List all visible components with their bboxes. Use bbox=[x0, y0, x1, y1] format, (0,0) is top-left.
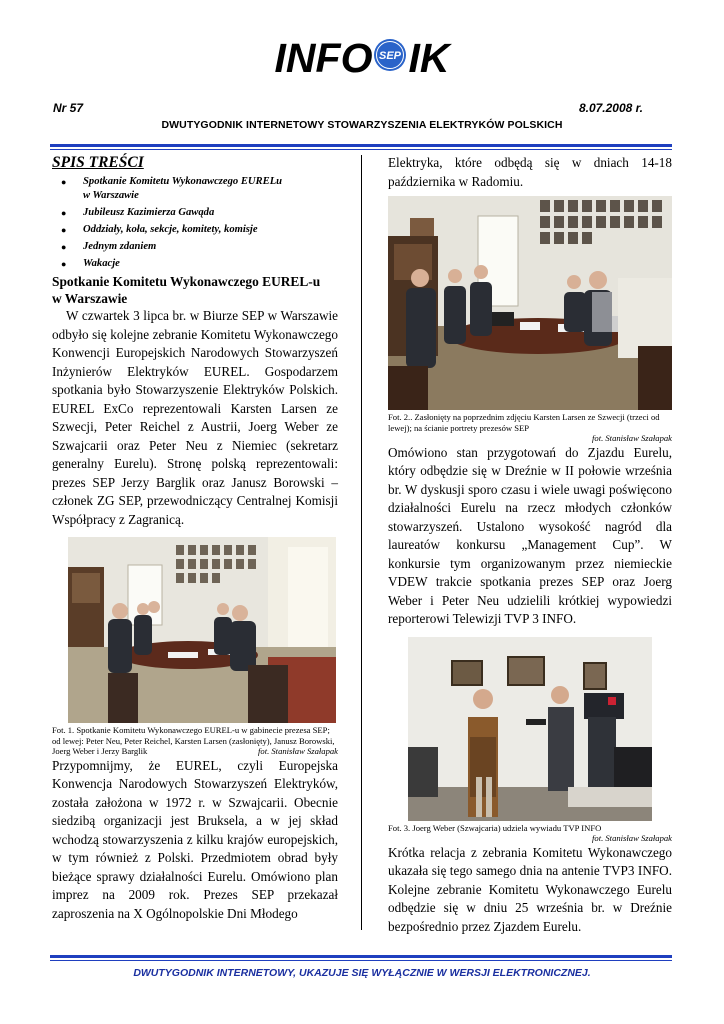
infosep-logo bbox=[274, 35, 450, 81]
toc-item-label: Jubileusz Kazimierza Gawąda bbox=[83, 207, 215, 218]
logo-text-left: INFO bbox=[274, 35, 373, 81]
article-title bbox=[52, 274, 338, 307]
svg-text:SEP: SEP bbox=[379, 49, 402, 62]
photo2-caption-text: Fot. 2.. Zasłonięty na poprzednim zdjęciu Karsten Larsen ze Szwecji (trzeci od lewej); na ścianie portrety prezesów SEP bbox=[388, 412, 660, 433]
photo1-caption bbox=[52, 725, 338, 757]
photo-meeting-2 bbox=[388, 196, 672, 410]
photo2-caption bbox=[388, 412, 672, 444]
photo1-credit: fot. Stanisław Szałapak bbox=[258, 746, 338, 756]
photo3-caption bbox=[388, 823, 672, 844]
photo-interview bbox=[408, 637, 652, 821]
toc-title: SPIS TREŚCI bbox=[52, 154, 144, 171]
left-column bbox=[52, 153, 338, 923]
masthead bbox=[0, 35, 724, 81]
toc-item[interactable] bbox=[61, 206, 338, 220]
article-paragraph: Krótka relacja z zebrania Komitetu Wykonawczego ukazała się tego samego dnia na antenie TVP3 INFO. Kolejne zebranie Komitetu Wykonawczego Eurelu odbędzie się w dniu 25 września br. w Dreźnie bezpośrednio przez Zjazdem Eurelu. bbox=[388, 844, 672, 934]
footer-note: DWUTYGODNIK INTERNETOWY, UKAZUJE SIĘ WYŁĄCZNIE W WERSJI ELEKTRONICZNEJ. bbox=[133, 967, 591, 979]
photo1-caption-text: Fot. 1. Spotkanie Komitetu Wykonawczego EUREL-u w gabinecie prezesa SEP; od lewej: Peter Neu, Peter Reichel, Karsten Larsen (zasłonięty), Janusz Borowski, Joerg Weber i Jerzy Barglik bbox=[52, 725, 335, 756]
article-paragraph-continued: Elektryka, które odbędą się w dniach 14-18 października w Radomiu. bbox=[388, 155, 672, 189]
toc-item[interactable] bbox=[61, 223, 338, 237]
article-paragraph: W czwartek 3 lipca br. w Biurze SEP w Warszawie odbyło się kolejne zebranie Komitetu Wykonawczego Konwencji Europejskich Narodowych Stowarzyszeń Inżynierów Elektryków EUREL. Gospodarzem spotkania było Stowarzyszenie Elektryków Polskich. EUREL ExCo reprezentowali Karsten Larsen ze Szwecji, Peter Reichel z Austrii, Joerg Weber ze Szwajcarii oraz Peter Neu z Niemiec (sekretarz generalny Eurelu). Stronę polską reprezentowali: prezes SEP Jerzy Barglik oraz Janusz Borowski – członek ZG SEP, przewodniczący Centralnej Komisji Współpracy z Zagranicą. bbox=[52, 308, 338, 527]
toc-item-label: Wakacje bbox=[83, 258, 120, 269]
article-title-line2: w Warszawie bbox=[52, 290, 128, 306]
logo-text-right: IK bbox=[408, 35, 450, 81]
publication-subtitle: DWUTYGODNIK INTERNETOWY STOWARZYSZENIA ELEKTRYKÓW POLSKICH bbox=[161, 119, 563, 131]
toc-item[interactable] bbox=[61, 257, 338, 271]
photo3-caption-text: Fot. 3. Joerg Weber (Szwajcaria) udziela wywiadu TVP INFO bbox=[388, 822, 602, 833]
header-rule-thin bbox=[50, 149, 672, 150]
issue-number: Nr 57 bbox=[53, 101, 84, 115]
article-paragraph: Omówiono stan przygotowań do Zjazdu Eurelu, który odbędzie się w Dreźnie w II połowie września br. W dyskusji sporo czasu i wiele uwagi poświęcono działalności Eurelu na rzecz młodych członków stowarzyszeń. Ustalono wysokość nagród dla laureatów konkursu „Management Cup”. W konkursie tym organizowanym przez niemieckie VDEW trakcie spotkania prezes SEP oraz Joerg Weber i Peter Neu udzielili krótkiej wypowiedzi reporterowi Telewizji TVP 3 INFO. bbox=[388, 444, 672, 626]
article-title-line1: Spotkanie Komitetu Wykonawczego EUREL-u bbox=[52, 274, 321, 289]
footer-rule-thin bbox=[50, 960, 672, 961]
toc-list bbox=[61, 175, 338, 271]
footer-rule bbox=[50, 955, 672, 958]
header-rule bbox=[50, 144, 672, 147]
issue-date: 8.07.2008 r. bbox=[578, 101, 643, 115]
toc-item-label-cont: w Warszawie bbox=[83, 190, 139, 201]
photo2-credit: fot. Stanisław Szałapak bbox=[592, 433, 672, 443]
toc-item-label: Oddziały, koła, sekcje, komitety, komisje bbox=[83, 224, 258, 235]
sep-seal-icon bbox=[373, 38, 407, 72]
meeting-photo-2-image bbox=[388, 196, 672, 410]
toc-item[interactable] bbox=[61, 240, 338, 254]
right-column bbox=[388, 154, 672, 936]
article-paragraph: Przypomnijmy, że EUREL, czyli Europejska Konwencja Narodowych Stowarzyszeń Elektryków, została założona w 1972 r. w Szwajcarii. Obecnie siedzibą organizacji jest Bruksela, a w jej skład wchodzą stowarzyszenia z kilku krajów europejskich, w tym również z Polski. Przedmiotem obrad były bieżące sprawy działalności Eurelu. Omówiono plan imprez na 2009 rok. Prezes SEP przekazał zaproszenia na X Ogólnopolskie Dni Młodego bbox=[52, 757, 338, 921]
photo-meeting-1 bbox=[68, 537, 336, 723]
photo3-credit: fot. Stanisław Szałapak bbox=[592, 833, 672, 843]
interview-photo-image bbox=[408, 637, 652, 821]
toc-item-label: Spotkanie Komitetu Wykonawczego EURELu bbox=[83, 176, 283, 187]
toc-item-label: Jednym zdaniem bbox=[83, 241, 157, 252]
meeting-photo-image bbox=[68, 537, 336, 723]
column-divider bbox=[361, 155, 362, 930]
toc-item[interactable] bbox=[61, 175, 338, 203]
